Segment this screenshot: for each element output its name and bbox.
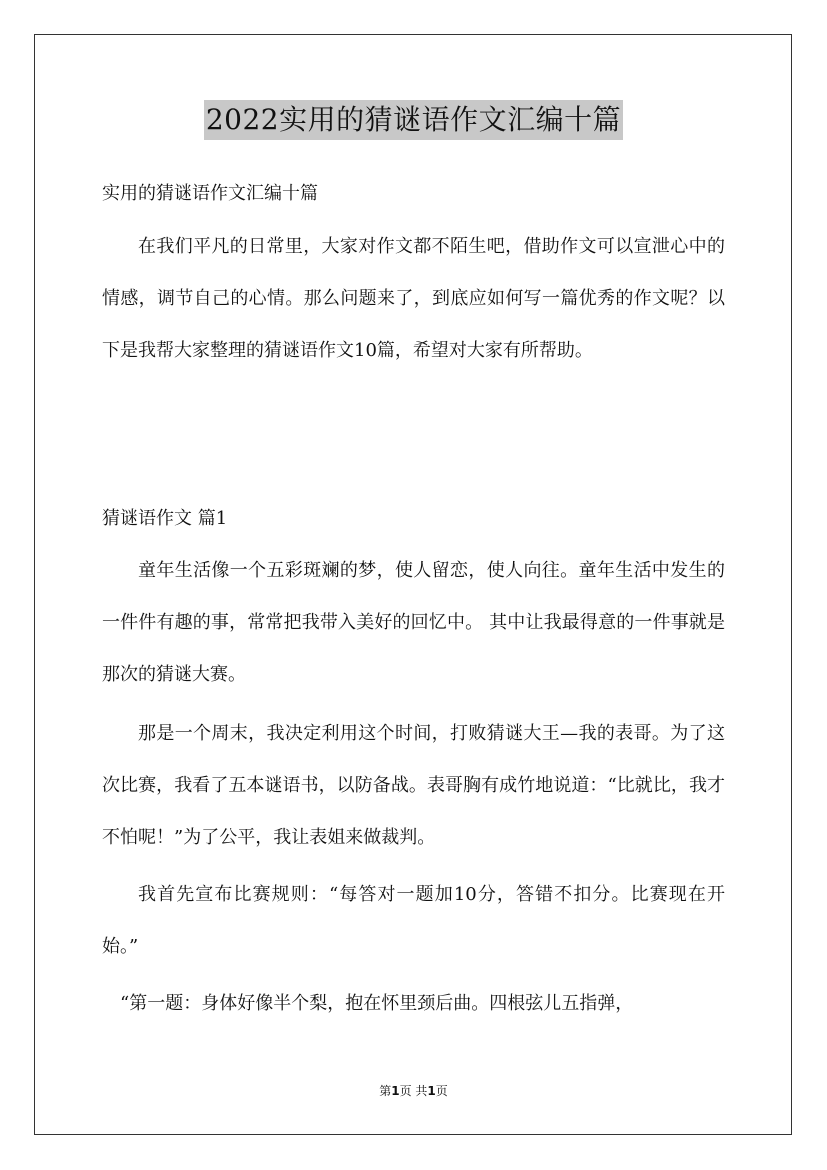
document-subtitle: 实用的猜谜语作文汇编十篇: [102, 183, 318, 204]
page-footer: [0, 1083, 827, 1099]
footer-suffix: 页: [435, 1084, 448, 1098]
body-paragraph-4: “第一题：身体好像半个梨，抱在怀里颈后曲。四根弦儿五指弹，: [120, 993, 634, 1014]
intro-paragraph: 在我们平凡的日常里，大家对作文都不陌生吧，借助作文可以宣泄心中的情感，调节自己的心情。那么问题来了，到底应如何写一篇优秀的作文呢？以下是我帮大家整理的猜谜语作文10篇，希望对大家有所帮助。: [102, 236, 725, 361]
footer-page-number: 1: [391, 1084, 400, 1098]
title-container: [0, 100, 827, 140]
footer-page-total: 1: [427, 1084, 436, 1098]
document-title: 2022实用的猜谜语作文汇编十篇: [204, 100, 623, 140]
footer-prefix: 第: [379, 1084, 392, 1098]
section-heading: 猜谜语作文 篇1: [102, 508, 228, 529]
body-paragraph-3: 我首先宣布比赛规则：“每答对一题加10分，答错不扣分。比赛现在开始。”: [102, 884, 725, 957]
body-paragraph-1: 童年生活像一个五彩斑斓的梦，使人留恋，使人向往。童年生活中发生的一件件有趣的事，常常把我带入美好的回忆中。 其中让我最得意的一件事就是那次的猜谜大赛。: [102, 560, 725, 685]
body-paragraph-2: 那是一个周末，我决定利用这个时间，打败猜谜大王—我的表哥。为了这次比赛，我看了五本谜语书，以防备战。表哥胸有成竹地说道：“比就比，我才不怕呢！”为了公平，我让表姐来做裁判。: [102, 723, 725, 848]
footer-mid: 页 共: [399, 1084, 428, 1098]
